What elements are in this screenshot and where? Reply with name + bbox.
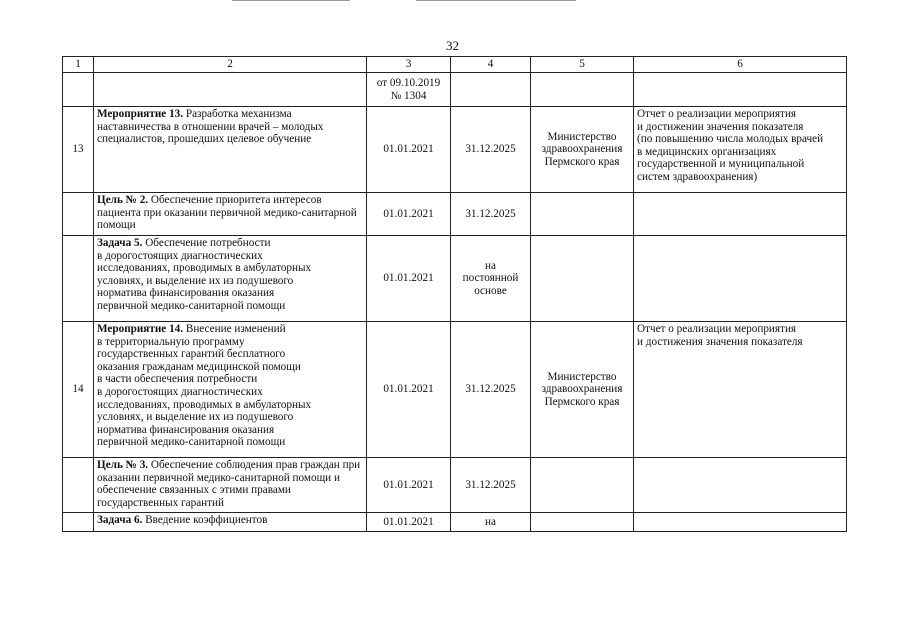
table-row xyxy=(63,322,847,458)
item-label: Цель № 2. xyxy=(97,194,149,206)
result xyxy=(634,107,847,193)
end-date xyxy=(451,236,531,322)
start-date xyxy=(367,513,451,532)
item-label: Задача 6. xyxy=(97,514,143,526)
item-text: Введение коэффициентов xyxy=(142,514,268,526)
item-text: Обеспечение соблюдения прав граждан при оказании первичной медико-санитарной помощи и обеспечение связанных с этими правами государственных гарантий xyxy=(97,459,361,509)
executor xyxy=(531,236,634,322)
end-date-text: на постоянной основе xyxy=(462,259,519,297)
table-row xyxy=(63,107,847,193)
start-date xyxy=(367,73,451,107)
row-number xyxy=(63,73,94,107)
table-row xyxy=(63,458,847,513)
item-text: Обеспечение приоритета интересов пациента при оказании первичной медико-санитарной помощи xyxy=(97,194,357,232)
row-number xyxy=(63,458,94,513)
header-cell: 3 xyxy=(367,57,451,73)
table-row xyxy=(63,193,847,236)
item-label: Задача 5. xyxy=(97,237,143,249)
row-description xyxy=(94,73,367,107)
start-date xyxy=(367,458,451,513)
result xyxy=(634,513,847,532)
item-text: Обеспечение потребности в дорогостоящих диагностических исследованиях, проводимых в амбулаторных условиях, и выделение их из подушевого норматива финансирования оказания первичной медико-санитарной помощи xyxy=(97,237,312,312)
header-cell: 2 xyxy=(94,57,367,73)
item-label: Мероприятие 14. xyxy=(97,323,184,335)
start-date xyxy=(367,322,451,458)
start-date xyxy=(367,193,451,236)
item-text: Разработка механизма наставничества в отношении врачей – молодых специалистов, прошедших целевое обучение xyxy=(97,108,324,146)
end-date xyxy=(451,322,531,458)
executor xyxy=(531,322,634,458)
result-text: Отчет о реализации мероприятия и достижении значения показателя (по повышению числа молодых врачей в медицинских организациях государственной и муниципальной систем здравоохранения) xyxy=(637,108,824,183)
result-text: Отчет о реализации мероприятия и достижения значения показателя xyxy=(637,323,803,348)
end-date xyxy=(451,107,531,193)
start-date-text: 01.01.2021 xyxy=(383,383,434,396)
executor xyxy=(531,513,634,532)
start-date-text: 01.01.2021 xyxy=(383,515,434,528)
row-number xyxy=(63,193,94,236)
item-label: Цель № 3. xyxy=(97,459,149,471)
end-date-text: 31.12.2025 xyxy=(465,207,516,220)
table-row xyxy=(63,236,847,322)
start-date-text: от 09.10.2019 № 1304 xyxy=(376,76,441,102)
executor xyxy=(531,458,634,513)
row-number xyxy=(63,236,94,322)
end-date xyxy=(451,458,531,513)
table-header-row xyxy=(63,57,847,73)
result xyxy=(634,322,847,458)
page-number: 32 xyxy=(446,38,459,53)
start-date-text: 01.01.2021 xyxy=(383,143,434,156)
header-cell: 1 xyxy=(63,57,94,73)
end-date xyxy=(451,193,531,236)
executor xyxy=(531,107,634,193)
item-label: Мероприятие 13. xyxy=(97,108,184,120)
header-cell: 6 xyxy=(634,57,847,73)
end-date xyxy=(451,73,531,107)
row-description xyxy=(94,458,367,513)
header-cell: 5 xyxy=(531,57,634,73)
row-number xyxy=(63,513,94,532)
start-date-text: 01.01.2021 xyxy=(383,478,434,491)
row-description xyxy=(94,322,367,458)
scan-edge-line-left xyxy=(232,0,350,1)
scan-edge-line-right xyxy=(416,0,576,1)
executor xyxy=(531,73,634,107)
executor-text: Министерство здравоохранения Пермского края xyxy=(541,370,623,408)
row-description xyxy=(94,236,367,322)
start-date xyxy=(367,107,451,193)
row-number-text: 13 xyxy=(72,143,84,156)
end-date-text: 31.12.2025 xyxy=(465,143,516,156)
executor xyxy=(531,193,634,236)
result xyxy=(634,236,847,322)
header-cell: 4 xyxy=(451,57,531,73)
table-row xyxy=(63,73,847,107)
row-description xyxy=(94,193,367,236)
end-date-text: 31.12.2025 xyxy=(465,383,516,396)
item-text: Внесение изменений в территориальную программу государственных гарантий бесплатного оказания гражданам медицинской помощи в части обеспечения потребности в дорогостоящих диагностических исследованиях, проводимых в амбулаторных условиях, и выделение их из подушевого норматива финансирования оказания первичной медико-санитарной помощи xyxy=(97,323,312,449)
end-date-text: на xyxy=(485,515,496,528)
row-number xyxy=(63,322,94,458)
result xyxy=(634,458,847,513)
row-number xyxy=(63,107,94,193)
result xyxy=(634,73,847,107)
start-date-text: 01.01.2021 xyxy=(383,272,434,285)
start-date xyxy=(367,236,451,322)
start-date-text: 01.01.2021 xyxy=(383,207,434,220)
row-number-text: 14 xyxy=(72,383,84,396)
row-description xyxy=(94,107,367,193)
end-date-text: 31.12.2025 xyxy=(465,478,516,491)
row-description xyxy=(94,513,367,532)
table-row xyxy=(63,513,847,532)
executor-text: Министерство здравоохранения Пермского края xyxy=(541,130,623,168)
plan-table xyxy=(62,56,847,532)
end-date xyxy=(451,513,531,532)
result xyxy=(634,193,847,236)
